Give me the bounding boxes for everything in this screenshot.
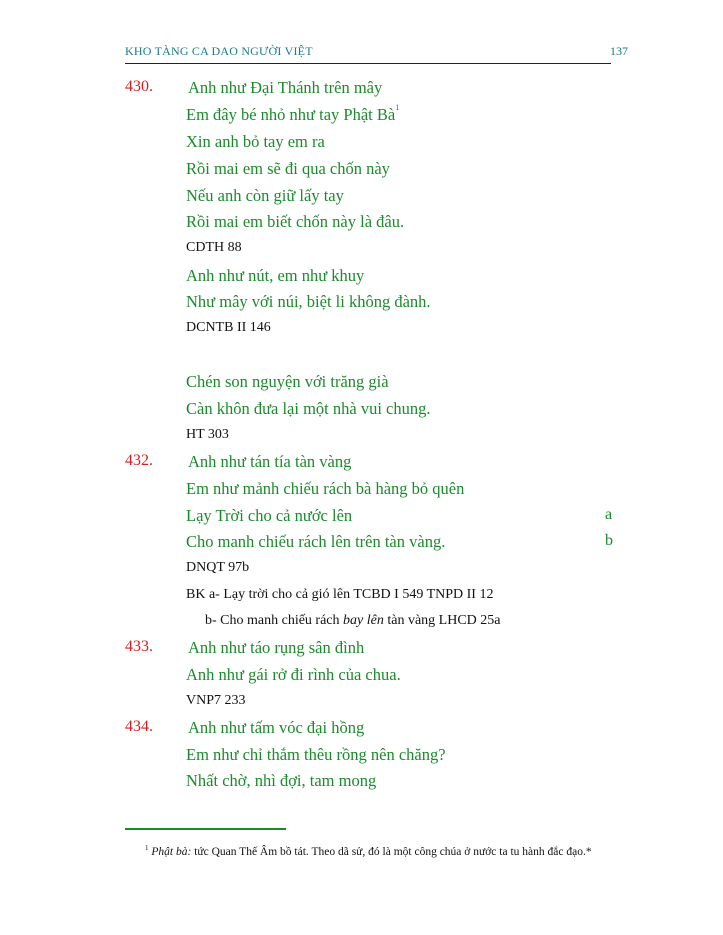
footnote <box>145 840 635 860</box>
verse-line <box>186 105 399 125</box>
footnote-ref[interactable]: 1 <box>395 103 400 112</box>
variant-note: b- Cho manh chiếu rách bay lên tàn vàng LHCD 25a <box>205 613 501 628</box>
verse-line: Anh như nút, em như khuy <box>186 266 365 285</box>
verse-text: Em đây bé nhỏ như tay Phật Bà <box>186 105 396 124</box>
variant-note: BK a- Lạy trời cho cả gió lên TCBD I 549 TNPD II 12 <box>186 587 494 602</box>
entry-number: 430. <box>125 78 153 95</box>
verse-line: Cho manh chiếu rách lên trên tàn vàng. <box>186 532 446 551</box>
verse-line: Như mây với núi, biệt li không đành. <box>186 292 431 311</box>
verse-line: Lạy Trời cho cả nước lên <box>186 506 353 525</box>
header-rule <box>125 63 611 64</box>
verse-line: Nhất chờ, nhì đợi, tam mong <box>186 771 377 790</box>
footnote-marker: 1 <box>145 844 149 852</box>
header-title: KHO TÀNG CA DAO NGƯỜI VIỆT <box>125 44 313 58</box>
entry-number: 432. <box>125 452 153 469</box>
source-citation: DNQT 97b <box>186 560 250 575</box>
verse-line: Càn khôn đưa lại một nhà vui chung. <box>186 399 431 418</box>
source-citation: DCNTB II 146 <box>186 320 271 335</box>
verse-line: Anh như Đại Thánh trên mây <box>188 78 383 97</box>
entry-number: 433. <box>125 638 153 655</box>
verse-line: Chén son nguyện với trăng già <box>186 372 389 391</box>
verse-line: Rồi mai em sẽ đi qua chốn này <box>186 159 390 178</box>
verse-line: Em như mảnh chiếu rách bà hàng bỏ quên <box>186 479 465 498</box>
entry-number: 434. <box>125 718 153 735</box>
page-number: 137 <box>610 44 628 58</box>
source-citation: VNP7 233 <box>186 693 246 708</box>
source-citation: HT 303 <box>186 427 229 442</box>
verse-line: Xin anh bỏ tay em ra <box>186 132 325 151</box>
verse-line: Anh như tán tía tàn vàng <box>188 452 352 471</box>
verse-line: Nếu anh còn giữ lấy tay <box>186 186 344 205</box>
verse-line: Anh như gái rở đi rình của chua. <box>186 665 401 684</box>
footnote-term: Phật bà: <box>151 845 192 858</box>
source-citation: CDTH 88 <box>186 240 242 255</box>
verse-line: Anh như táo rụng sân đình <box>188 638 365 657</box>
footnote-rule <box>125 828 286 830</box>
verse-line: Anh như tấm vóc đại hồng <box>188 718 365 737</box>
variant-mark: b <box>605 532 613 549</box>
verse-line: Rồi mai em biết chốn này là đâu. <box>186 212 405 231</box>
verse-line: Em như chỉ thắm thêu rồng nên chăng? <box>186 745 446 764</box>
footnote-text: tức Quan Thế Âm bồ tát. Theo dã sử, đó là một công chúa ở nước ta tu hành đắc đạo.* <box>191 845 592 858</box>
variant-mark: a <box>605 506 613 523</box>
